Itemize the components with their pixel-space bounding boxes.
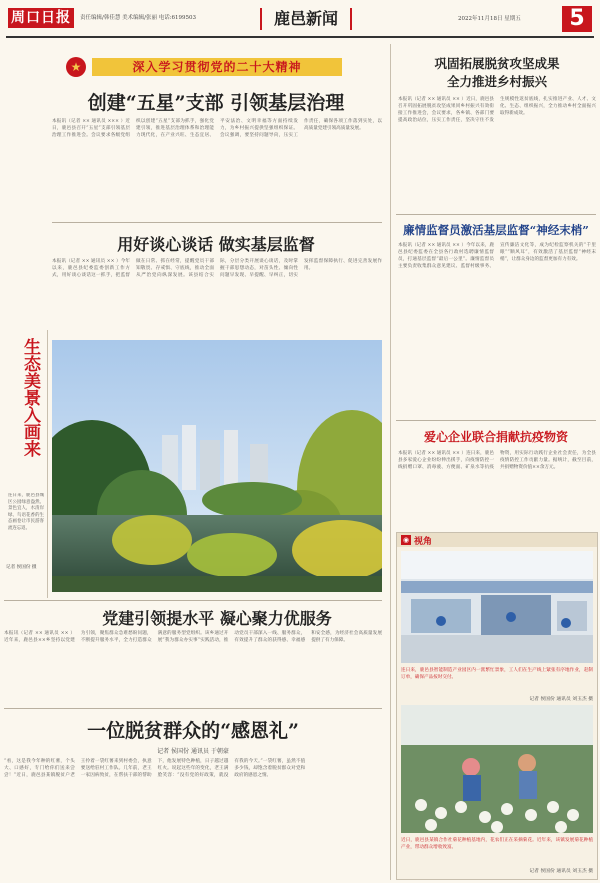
flower-photo: [401, 705, 593, 833]
article-3-body: 本报讯（记者 ×× 通讯员 ×× ）近年来，鹿邑县××乡坚持以党建为引领，聚焦群众急难愁盼问题，不断提升服务水平，全力打造群众满意的服务型党组织。该乡通过开展“我为群众办实事”实践活动，推动党员干部深入一线、服务群众，有效提升了群众的获得感、幸福感和安全感，为经济社会高质量发展提供了有力保障。: [4, 631, 382, 643]
sidebar-credit: 记者 侯国份 摄: [6, 565, 37, 570]
divider-1: [52, 222, 382, 223]
column-rule: [390, 44, 391, 880]
right-article-2-title: 廉情监督员激活基层监督“神经末梢”: [403, 223, 589, 237]
article-3-title: 党建引领提水平 凝心聚力优服务: [102, 609, 332, 628]
slogan-banner: [58, 56, 358, 78]
sidebar-vertical-title: 生态美景入画来: [20, 338, 40, 457]
factory-photo: [401, 551, 593, 663]
right-article-3-title: 爱心企业联合捐献抗疫物资: [423, 430, 568, 444]
factory-photo-image: [401, 551, 593, 663]
article-2-title: 用好谈心谈话 做实基层监督: [117, 235, 315, 254]
section-box: [260, 8, 352, 30]
right-article-1-subtitle: 全力推进乡村振兴: [446, 74, 547, 89]
divider-2: [4, 600, 382, 601]
divider-3: [4, 708, 382, 709]
right-divider-1: [396, 214, 596, 215]
issue-date: 2022年11月18日 星期五: [458, 16, 521, 22]
right-article-3-body: 本报讯（记者 ×× 通讯员 ×× ）连日来，鹿邑县多家爱心企业纷纷伸出援手，向疫情防控一线捐赠口罩、消毒液、方便面、矿泉水等抗疫物资，用实际行动践行企业社会责任，为全县疫情防控工作贡献力量。据统计，截至目前，共捐赠物资价值××余万元。: [398, 451, 596, 470]
slogan-text: 深入学习贯彻党的二十大精神: [132, 60, 302, 74]
article-4-body: “看，这是我今年种的红薯，个头大、口感好，专门给你们送来尝尝！”近日，鹿邑县某镇脱贫户老王拎着一袋红薯来到村委会，执意要送给驻村工作队。几年前，老王一家因病致贫，在帮扶干部的帮助下，他发展特色种植，日子越过越红火。说起这些年的变化，老王满脸笑容：“没有党的好政策，就没有我的今天。”一袋红薯，虽然不值多少钱，却饱含着脱贫群众对党和政府的感恩之情。: [4, 759, 306, 778]
article-1-body: 本报讯（记者 ×× 通讯员 ××× ）近日，鹿邑县召开“五星”支部引领基层治理工作推进会。会议要求各级党组织以创建“五星”支部为抓手，强化党建引领，推进基层治理体系和治理能力现代化，在产业兴旺、生态宜居、平安法治、文明幸福等方面持续发力，为乡村振兴提供坚强组织保证。会议强调，要坚持问题导向，压实工作责任，确保各项工作落到实处，以高质量党建引领高质量发展。: [52, 119, 382, 138]
sidebar-caption: 连日来，鹿邑县城区公园绿意盎然、景色宜人，水清岸绿、鸟语花香的生态画卷让市民游客流连忘返。: [8, 493, 44, 531]
section-title: 鹿邑新闻: [273, 9, 338, 28]
masthead-meta: 责任编辑/韩佳慧 美术编辑/张丽 电话:6199503: [80, 15, 197, 21]
sidebar-rule: [47, 330, 48, 598]
photo-feature-box: [396, 532, 598, 880]
article-1-title: 创建“五星”支部 引领基层治理: [87, 92, 345, 114]
sidebar-column: [4, 48, 46, 598]
right-article-1-title: 巩固拓展脱贫攻坚成果: [434, 56, 560, 71]
right-article-2-body: 本报讯（记者 ×× 通讯员 ×× ）今年以来，鹿邑县纪委监委在全县各行政村选聘廉情监督员，打通基层监督“最后一公里”。廉情监督员主要负责收集群众意见建议、监督村级事务、宣传廉洁文化等，成为纪检监察机关的“千里眼”“顺风耳”，有效激活了基层监督“神经末梢”，让群众身边的监督更加有力有效。: [398, 243, 596, 269]
article-4-title: 一位脱贫群众的“感恩礼”: [87, 720, 299, 742]
page-number: 5: [562, 6, 592, 32]
paper-logo: 周口日报: [8, 8, 74, 28]
flower-caption: 近日，鹿邑县某镇合作社菊花种植基地内，花农们正在采摘菊花。近年来，该镇发展菊花种植产业，带动群众增收致富。: [401, 838, 593, 850]
factory-caption: 连日来，鹿邑县智能制造产业园区内一派繁忙景象，工人们在生产线上紧张有序地作业，赶制订单，确保产品按时交付。: [401, 668, 593, 680]
masthead-rule: [6, 36, 594, 38]
feature-label-bar: [397, 533, 597, 547]
right-article-1-body: 本报讯（记者 ×× 通讯员 ×× ）近日，鹿邑县召开巩固拓展脱贫攻坚成果同乡村振兴有效衔接工作推进会，会议要求，各乡镇、各部门要提高政治站位，压实工作责任，坚决守住不发生规模性返贫底线，扎实推进产业、人才、文化、生态、组织振兴，全力推动乡村全面振兴取得新成效。: [398, 97, 596, 123]
flower-credit: 记者 侯国份 通讯员 刘玉杰 摄: [529, 869, 593, 874]
masthead: [0, 0, 600, 40]
park-photo-image: [52, 340, 382, 592]
article-2-body: 本报讯（记者 ×× 通讯员 ×× ）今年以来，鹿邑县纪委监委创新工作方式，用好谈心谈话这一抓手，把监督做在日常、抓在经常，提醒党员干部知敬畏、存戒惧、守底线，推动全面从严治党向纵深发展。该县结合实际，分层分类开展谈心谈话，及时掌握干部思想动态，对苗头性、倾向性问题早发现、早提醒、早纠正，切实发挥监督保障执行、促进完善发展作用。: [52, 259, 382, 278]
feature-label: 视角: [414, 537, 433, 547]
flower-photo-image: [401, 705, 593, 833]
park-photo: [52, 340, 382, 592]
right-divider-2: [396, 420, 596, 421]
article-4-byline: 记者 侯国份 通讯员 于朝豪: [157, 748, 229, 755]
factory-credit: 记者 侯国份 通讯员 刘玉杰 摄: [529, 697, 593, 702]
camera-icon: ◉: [402, 536, 410, 544]
party-emblem-icon: ★: [66, 57, 86, 77]
